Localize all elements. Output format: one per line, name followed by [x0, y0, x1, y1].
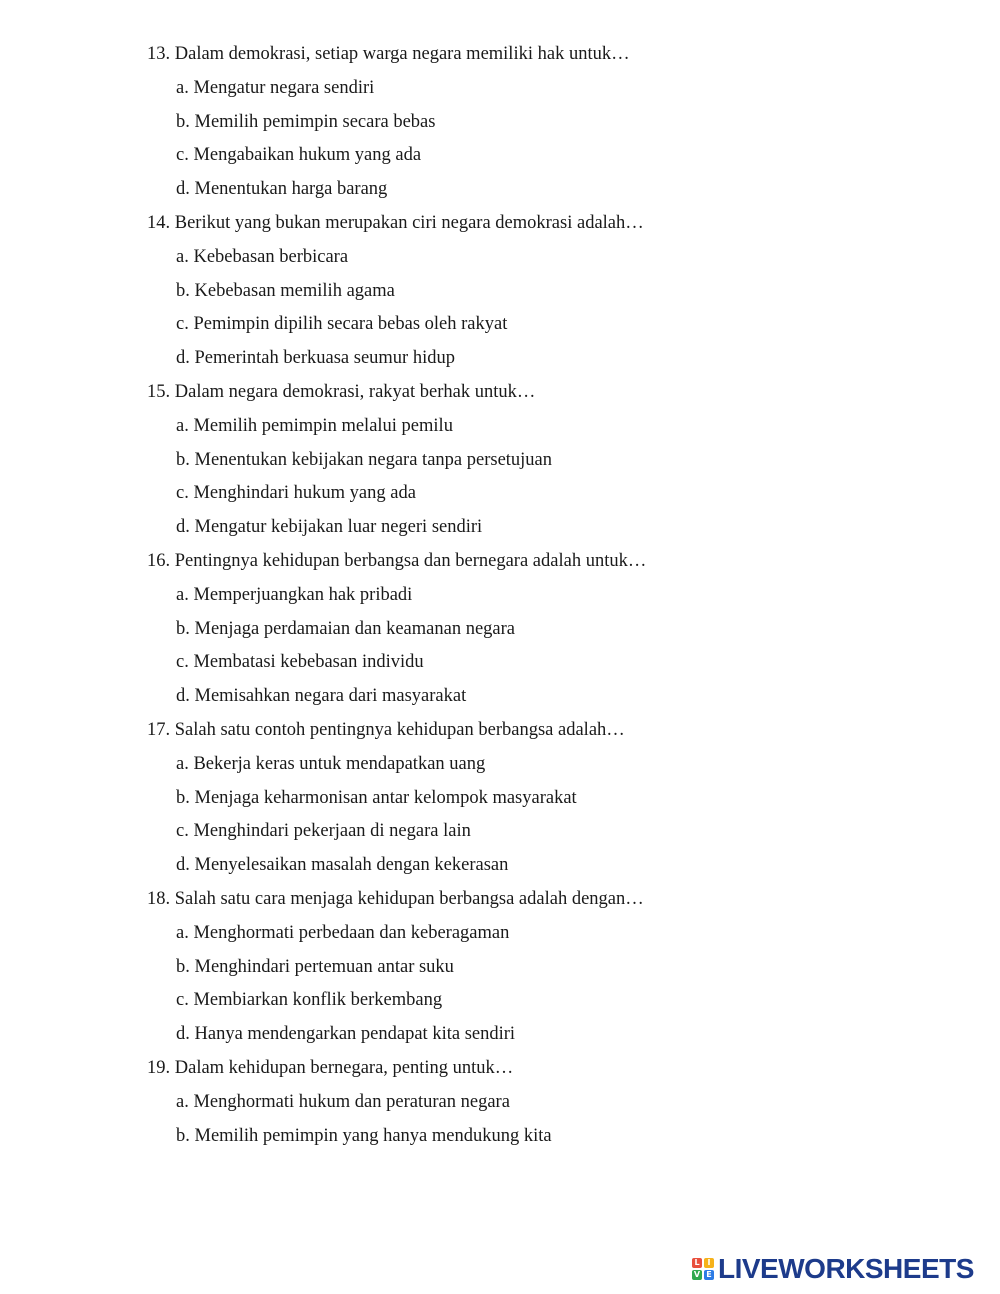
question-text: 15. Dalam negara demokrasi, rakyat berhak untuk…	[147, 382, 536, 402]
answer-option: a. Mengatur negara sendiri	[176, 77, 375, 98]
answer-option: c. Membatasi kebebasan individu	[176, 652, 424, 673]
answer-option: d. Menyelesaikan masalah dengan kekerasan	[176, 855, 509, 876]
question-text: 17. Salah satu contoh pentingnya kehidupan berbangsa adalah…	[147, 720, 625, 740]
answer-option: d. Memisahkan negara dari masyarakat	[176, 686, 467, 707]
answer-option: a. Bekerja keras untuk mendapatkan uang	[176, 753, 486, 774]
answer-option: b. Kebebasan memilih agama	[176, 280, 395, 301]
answer-option: c. Menghindari pekerjaan di negara lain	[176, 821, 471, 842]
answer-option: b. Memilih pemimpin yang hanya mendukung kita	[176, 1125, 552, 1146]
answer-option: a. Menghormati hukum dan peraturan negara	[176, 1091, 510, 1112]
question-text: 16. Pentingnya kehidupan berbangsa dan bernegara adalah untuk…	[147, 551, 647, 571]
answer-option: a. Memperjuangkan hak pribadi	[176, 584, 413, 605]
answer-option: d. Hanya mendengarkan pendapat kita sendiri	[176, 1024, 516, 1045]
logo-mark-icon	[692, 1258, 714, 1280]
logo-mark-l: L	[692, 1258, 702, 1268]
answer-option: d. Mengatur kebijakan luar negeri sendiri	[176, 517, 483, 538]
question-text: 18. Salah satu cara menjaga kehidupan berbangsa adalah dengan…	[147, 889, 644, 909]
answer-option: b. Memilih pemimpin secara bebas	[176, 111, 436, 132]
logo-mark-i: I	[704, 1258, 714, 1268]
answer-option: c. Mengabaikan hukum yang ada	[176, 145, 422, 166]
answer-option: a. Memilih pemimpin melalui pemilu	[176, 415, 453, 436]
question-text: 19. Dalam kehidupan bernegara, penting untuk…	[147, 1058, 514, 1078]
answer-option: b. Menentukan kebijakan negara tanpa persetujuan	[176, 449, 553, 470]
question-text: 13. Dalam demokrasi, setiap warga negara memiliki hak untuk…	[147, 44, 630, 64]
answer-option: c. Menghindari hukum yang ada	[176, 483, 416, 504]
answer-option: a. Menghormati perbedaan dan keberagaman	[176, 922, 510, 943]
answer-option: c. Pemimpin dipilih secara bebas oleh rakyat	[176, 314, 508, 335]
answer-option: d. Pemerintah berkuasa seumur hidup	[176, 348, 455, 369]
logo-mark-v: V	[693, 1270, 701, 1279]
answer-option: a. Kebebasan berbicara	[176, 246, 349, 267]
answer-option: b. Menghindari pertemuan antar suku	[176, 956, 454, 977]
answer-option: c. Membiarkan konflik berkembang	[176, 990, 443, 1011]
answer-option: b. Menjaga perdamaian dan keamanan negara	[176, 618, 515, 639]
logo-text: LIVEWORKSHEETS	[718, 1253, 974, 1284]
logo-mark-e: E	[704, 1270, 714, 1280]
answer-option: b. Menjaga keharmonisan antar kelompok masyarakat	[176, 787, 577, 808]
liveworksheets-logo	[692, 1253, 974, 1285]
answer-option: d. Menentukan harga barang	[176, 179, 388, 200]
question-text: 14. Berikut yang bukan merupakan ciri negara demokrasi adalah…	[147, 213, 644, 233]
